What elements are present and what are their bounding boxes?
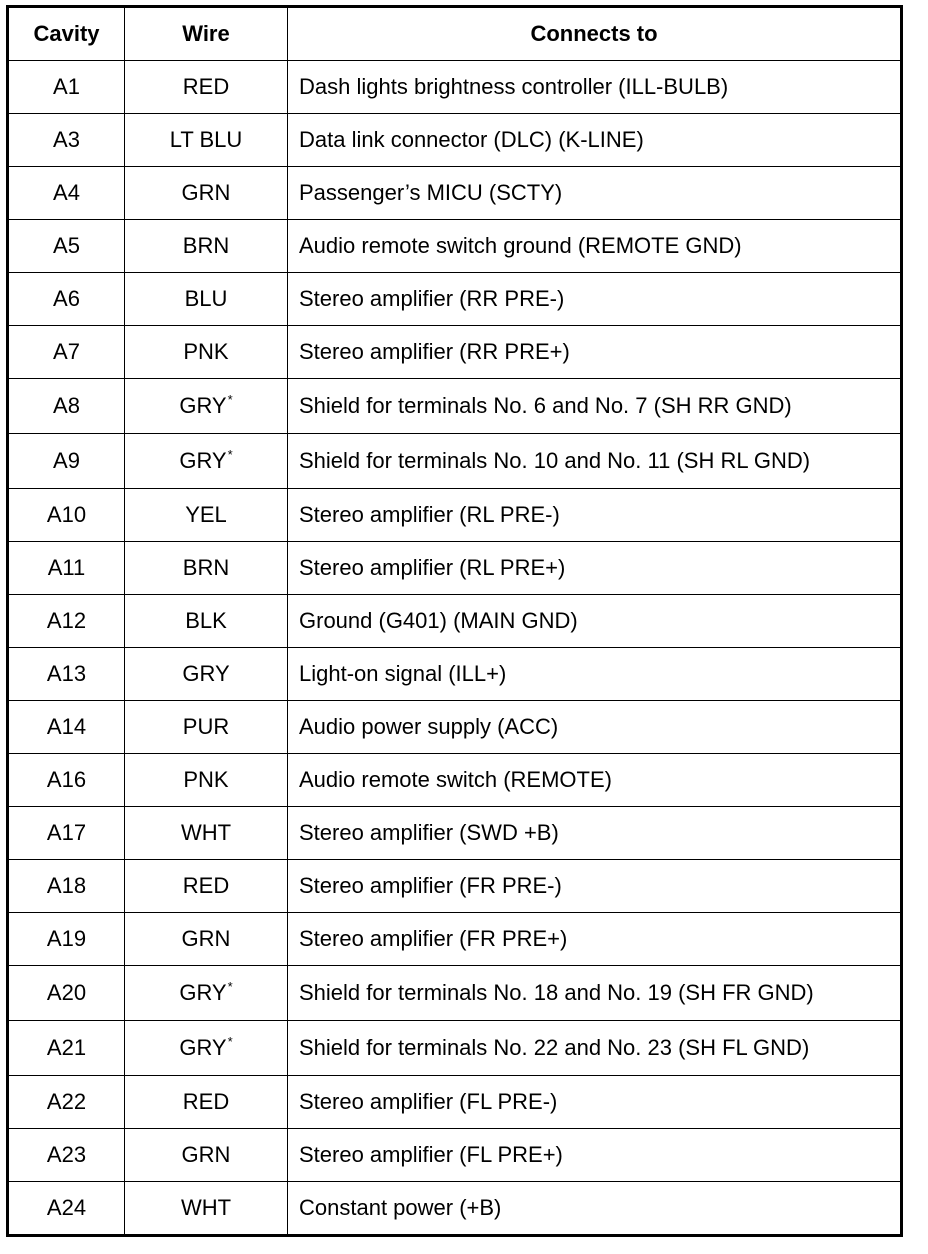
wire-cell xyxy=(125,648,288,701)
wire-color-label: RED xyxy=(182,1089,230,1114)
connects-to-cell: Stereo amplifier (FL PRE-) xyxy=(288,1076,902,1129)
connector-pinout-table xyxy=(6,5,903,1237)
cavity-cell: A18 xyxy=(8,860,125,913)
shielded-wire-asterisk: * xyxy=(227,979,233,994)
connects-to-cell: Shield for terminals No. 22 and No. 23 (SH FL GND) xyxy=(288,1021,902,1076)
wire-color-label: BLK xyxy=(185,608,227,633)
wire-color-label: GRY xyxy=(182,661,230,686)
wire-cell xyxy=(125,807,288,860)
connects-to-cell: Stereo amplifier (FR PRE+) xyxy=(288,913,902,966)
connects-to-cell: Audio remote switch (REMOTE) xyxy=(288,754,902,807)
wire-cell xyxy=(125,913,288,966)
cavity-cell: A12 xyxy=(8,595,125,648)
shielded-wire-asterisk: * xyxy=(227,447,233,462)
shielded-wire-asterisk: * xyxy=(227,1034,233,1049)
wire-color-label: WHT xyxy=(180,1195,232,1220)
wire-color-label: GRN xyxy=(181,1142,231,1167)
connects-to-cell: Ground (G401) (MAIN GND) xyxy=(288,595,902,648)
cavity-cell: A1 xyxy=(8,61,125,114)
table-row xyxy=(8,273,902,326)
wire-cell xyxy=(125,1021,288,1076)
connects-to-cell: Data link connector (DLC) (K-LINE) xyxy=(288,114,902,167)
connects-to-cell: Stereo amplifier (SWD +B) xyxy=(288,807,902,860)
wire-cell xyxy=(125,754,288,807)
table-row xyxy=(8,595,902,648)
table-row xyxy=(8,61,902,114)
connects-to-cell: Audio remote switch ground (REMOTE GND) xyxy=(288,220,902,273)
connects-to-cell: Audio power supply (ACC) xyxy=(288,701,902,754)
wire-cell xyxy=(125,1076,288,1129)
table-row xyxy=(8,648,902,701)
cavity-cell: A21 xyxy=(8,1021,125,1076)
cavity-cell: A13 xyxy=(8,648,125,701)
wire-cell xyxy=(125,542,288,595)
wire-color-label: GRY xyxy=(179,1035,227,1060)
cavity-cell: A5 xyxy=(8,220,125,273)
connects-to-cell: Shield for terminals No. 6 and No. 7 (SH RR GND) xyxy=(288,379,902,434)
wire-cell xyxy=(125,1129,288,1182)
connects-to-cell: Stereo amplifier (RL PRE-) xyxy=(288,489,902,542)
wire-cell xyxy=(125,434,288,489)
table-row xyxy=(8,326,902,379)
wire-color-label: WHT xyxy=(180,820,232,845)
connects-to-cell: Dash lights brightness controller (ILL-BULB) xyxy=(288,61,902,114)
wire-cell xyxy=(125,489,288,542)
table-row xyxy=(8,167,902,220)
connects-to-cell: Stereo amplifier (RL PRE+) xyxy=(288,542,902,595)
connects-to-cell: Stereo amplifier (FR PRE-) xyxy=(288,860,902,913)
table-row xyxy=(8,860,902,913)
wire-cell xyxy=(125,220,288,273)
wire-cell xyxy=(125,595,288,648)
connects-to-cell: Light-on signal (ILL+) xyxy=(288,648,902,701)
table-row xyxy=(8,220,902,273)
wire-color-label: PNK xyxy=(183,767,229,792)
connects-to-cell: Shield for terminals No. 10 and No. 11 (SH RL GND) xyxy=(288,434,902,489)
cavity-cell: A24 xyxy=(8,1182,125,1236)
wire-color-label: YEL xyxy=(185,502,227,527)
table-row xyxy=(8,1076,902,1129)
table-body xyxy=(8,61,902,1236)
wire-cell xyxy=(125,273,288,326)
table-row xyxy=(8,966,902,1021)
wire-color-label: BRN xyxy=(182,555,230,580)
cavity-cell: A4 xyxy=(8,167,125,220)
cavity-cell: A11 xyxy=(8,542,125,595)
header-wire: Wire xyxy=(125,7,288,61)
header-cavity: Cavity xyxy=(8,7,125,61)
cavity-cell: A23 xyxy=(8,1129,125,1182)
table-row xyxy=(8,434,902,489)
cavity-cell: A9 xyxy=(8,434,125,489)
connects-to-cell: Stereo amplifier (FL PRE+) xyxy=(288,1129,902,1182)
wire-color-label: GRY xyxy=(179,980,227,1005)
table-header xyxy=(8,7,902,61)
table-row xyxy=(8,379,902,434)
wire-color-label: LT BLU xyxy=(169,127,243,152)
wire-cell xyxy=(125,966,288,1021)
wire-cell xyxy=(125,379,288,434)
wire-color-label: GRN xyxy=(181,180,231,205)
cavity-cell: A16 xyxy=(8,754,125,807)
wire-color-label: BRN xyxy=(182,233,230,258)
wire-color-label: RED xyxy=(182,74,230,99)
cavity-cell: A3 xyxy=(8,114,125,167)
connects-to-cell: Stereo amplifier (RR PRE-) xyxy=(288,273,902,326)
table-row xyxy=(8,114,902,167)
table-row xyxy=(8,542,902,595)
wire-cell xyxy=(125,167,288,220)
connects-to-cell: Shield for terminals No. 18 and No. 19 (SH FR GND) xyxy=(288,966,902,1021)
table-row xyxy=(8,1182,902,1236)
connects-to-cell: Passenger’s MICU (SCTY) xyxy=(288,167,902,220)
cavity-cell: A10 xyxy=(8,489,125,542)
wire-color-label: RED xyxy=(182,873,230,898)
table-row xyxy=(8,1129,902,1182)
table-row xyxy=(8,913,902,966)
wire-color-label: PUR xyxy=(182,714,230,739)
wire-color-label: GRY xyxy=(179,393,227,418)
connects-to-cell: Stereo amplifier (RR PRE+) xyxy=(288,326,902,379)
cavity-cell: A14 xyxy=(8,701,125,754)
wire-cell xyxy=(125,114,288,167)
cavity-cell: A19 xyxy=(8,913,125,966)
wire-color-label: GRN xyxy=(181,926,231,951)
cavity-cell: A7 xyxy=(8,326,125,379)
cavity-cell: A20 xyxy=(8,966,125,1021)
wire-cell xyxy=(125,701,288,754)
table-row xyxy=(8,701,902,754)
wire-color-label: PNK xyxy=(183,339,229,364)
shielded-wire-asterisk: * xyxy=(227,392,233,407)
wire-cell xyxy=(125,860,288,913)
wire-cell xyxy=(125,1182,288,1236)
cavity-cell: A17 xyxy=(8,807,125,860)
wire-color-label: BLU xyxy=(184,286,228,311)
header-row xyxy=(8,7,902,61)
cavity-cell: A22 xyxy=(8,1076,125,1129)
header-connects-to: Connects to xyxy=(288,7,902,61)
connects-to-cell: Constant power (+B) xyxy=(288,1182,902,1236)
wire-color-label: GRY xyxy=(179,448,227,473)
wire-cell xyxy=(125,61,288,114)
cavity-cell: A8 xyxy=(8,379,125,434)
wire-cell xyxy=(125,326,288,379)
table-row xyxy=(8,807,902,860)
table-row xyxy=(8,754,902,807)
table-row xyxy=(8,489,902,542)
cavity-cell: A6 xyxy=(8,273,125,326)
table-row xyxy=(8,1021,902,1076)
